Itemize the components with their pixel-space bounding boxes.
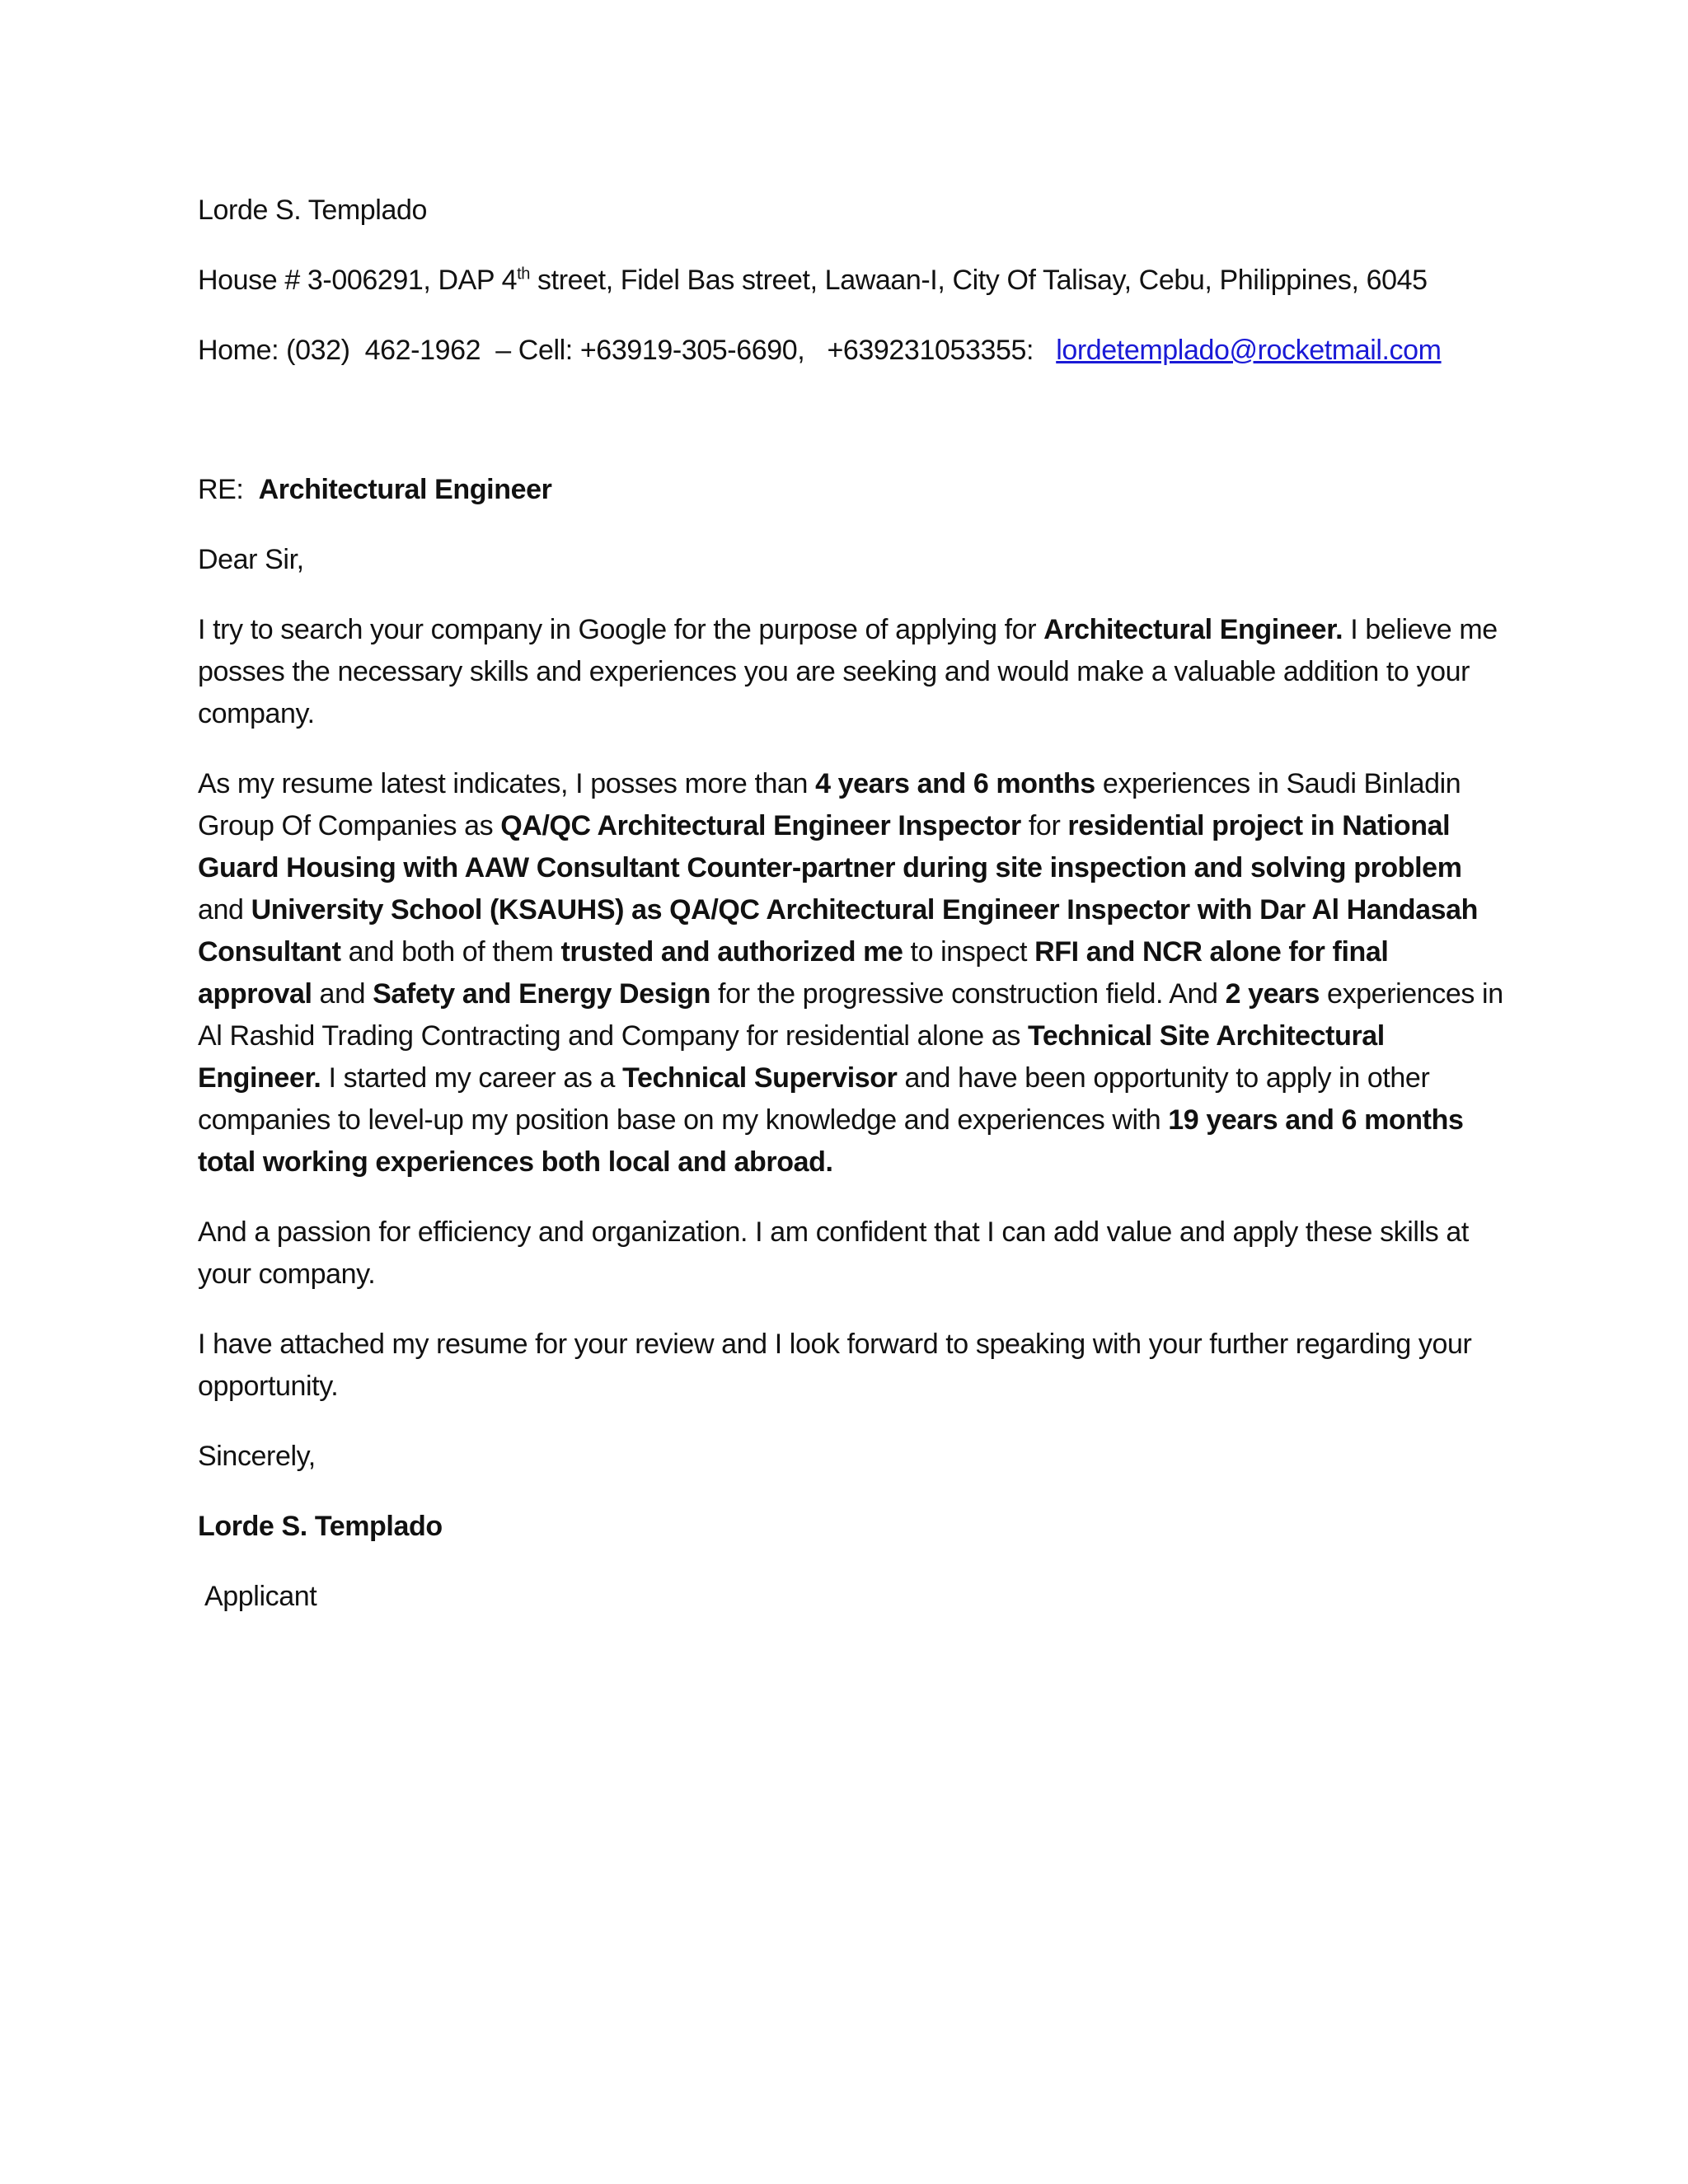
p2-bold-11: 19 years and 6 months total working experiences both local and abroad. [198, 1104, 1464, 1178]
subject-line [198, 469, 1508, 511]
p1-text-2: I believe me posses the necessary skills and experiences you are seeking and would make a valuable addition to your company. [198, 614, 1498, 729]
closing: Sincerely, [198, 1441, 316, 1472]
letter-page [198, 190, 1508, 1618]
p2-text-1: As my resume latest indicates, I posses more than [198, 768, 816, 799]
p2-bold-5: trusted and authorized me [560, 936, 903, 968]
p2-bold-3: residential project in National Guard Housing with AAW Consultant Counter-partner during site inspection and solving problem [198, 810, 1462, 883]
subject-title: Architectural Engineer [258, 474, 552, 505]
salutation: Dear Sir, [198, 544, 304, 575]
p2-bold-2: QA/QC Architectural Engineer Inspector [500, 810, 1021, 841]
sender-name: Lorde S. Templado [198, 194, 427, 226]
contact-phones: Home: (032) 462-1962 – Cell: +63919-305-6690, +639231053355: [198, 335, 1057, 366]
address-superscript: th [517, 265, 531, 284]
paragraph-attachment: I have attached my resume for your review and I look forward to speaking with your further regarding your opportunity. [198, 1329, 1472, 1402]
sender-address [198, 260, 1508, 302]
p2-text-7: and [312, 978, 373, 1010]
p2-text-8: for the progressive construction field. And [710, 978, 1226, 1010]
p2-text-3: for [1020, 810, 1068, 841]
signature-role: Applicant [204, 1581, 317, 1612]
p2-bold-4: University School (KSAUHS) as QA/QC Architectural Engineer Inspector with Dar Al Handasah Consultant [198, 894, 1479, 968]
p2-text-6: to inspect [903, 936, 1035, 968]
p2-text-9: experiences in Al Rashid Trading Contracting and Company for residential alone as [198, 978, 1503, 1052]
p2-text-10: I started my career as a [321, 1062, 623, 1094]
address-start: House # 3-006291, DAP 4 [198, 265, 518, 296]
signature-bold: Lorde S. Templado [198, 1511, 443, 1542]
p2-text-11: and have been opportunity to apply in other companies to level-up my position base on my knowledge and experiences with [198, 1062, 1430, 1136]
p1-bold-1: Architectural Engineer. [1043, 614, 1343, 645]
email-link[interactable]: lordetemplado@rocketmail.com [1056, 335, 1442, 366]
paragraph-intro [198, 609, 1508, 735]
p1-text-1: I try to search your company in Google for the purpose of applying for [198, 614, 1044, 645]
sender-contact [198, 330, 1508, 372]
p2-bold-1: 4 years and 6 months [815, 768, 1095, 799]
paragraph-passion: And a passion for efficiency and organization. I am confident that I can add value and apply these skills at your company. [198, 1216, 1469, 1290]
p2-bold-8: 2 years [1225, 978, 1320, 1010]
p2-bold-6: RFI and NCR alone for final approval [198, 936, 1389, 1010]
p2-text-2: experiences in Saudi Binladin Group Of Companies as [198, 768, 1461, 841]
signature-name [198, 1506, 1508, 1548]
p2-text-4: and [198, 894, 251, 926]
p2-bold-7: Safety and Energy Design [373, 978, 710, 1010]
p2-bold-9: Technical Site Architectural Engineer. [198, 1020, 1385, 1094]
subject-label: RE: [198, 474, 259, 505]
p2-bold-10: Technical Supervisor [622, 1062, 898, 1094]
paragraph-experience [198, 763, 1508, 1183]
address-end: street, Fidel Bas street, Lawaan-I, City Of Talisay, Cebu, Philippines, 6045 [530, 265, 1428, 296]
p2-text-5: and both of them [340, 936, 561, 968]
